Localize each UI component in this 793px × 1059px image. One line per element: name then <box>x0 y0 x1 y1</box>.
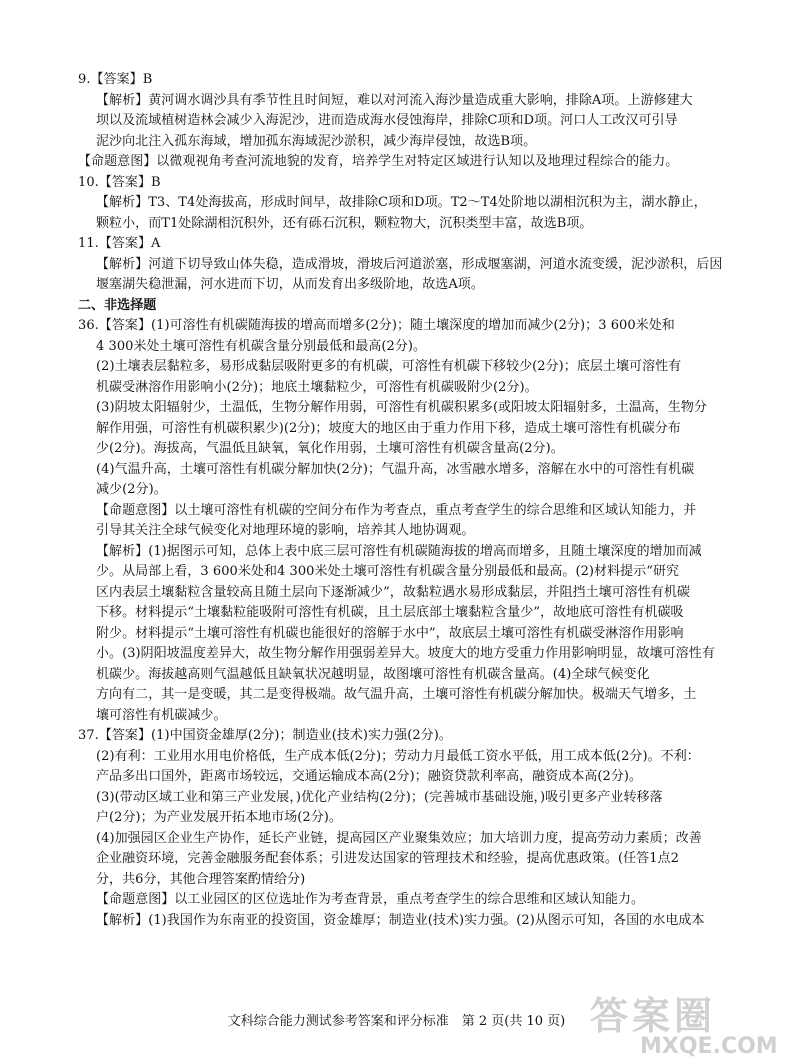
text-line: 小。(3)阴阳坡温度差异大，故生物分解作用强弱差异大。坡度大的地方受重力作用影响明显，故壤可溶性有 <box>96 646 715 661</box>
text-line: (4)气温升高，土壤可溶性有机碳分解加快(2分)；气温升高，冰雪融水增多，溶解在水中的可溶性有机碳 <box>96 461 695 477</box>
stamp-sub: MXQE.COM <box>640 1034 778 1059</box>
text-line: 区内表层土壤黏粒含量较高且随土层向下逐渐减少”，故黏粒遇水易形成黏层，并阻挡土壤可溶性有机碳 <box>96 584 690 600</box>
text-line: 【命题意图】以微观视角考查河流地貌的发育，培养学生对特定区域进行认知以及地理过程综合的能力。 <box>78 154 679 169</box>
text-line: 【解析】(1)我国作为东南亚的投资国，资金雄厚；制造业(技术)实力强。(2)从图示可知，各国的水电成本 <box>96 912 705 928</box>
text-line: 颗粒小，而T1处除湖相沉积外，还有砾石沉积，颗粒物大，沉积类型丰富，故选B项。 <box>96 215 593 231</box>
text-line: 引导其关注全球气候变化对地理环境的影响，培养其人地协调观。 <box>96 523 475 538</box>
text-line: 【解析】河道下切导致山体失稳，造成滑坡，滑坡后河道淤塞，形成堰塞湖，河道水流变缓，泥沙淤积，后因 <box>96 256 723 272</box>
text-line: 【解析】黄河调水调沙具有季节性且时间短，难以对河流入海沙量造成重大影响，排除A项。上游修建大 <box>96 92 693 108</box>
text-line: (3)阴坡太阳辐射少，土温低，生物分解作用弱，可溶性有机碳积累多(或阳坡太阳辐射多，土温高，生物分 <box>96 400 707 415</box>
text-line: 户(2分)；为产业发展开拓本地市场(2分)。 <box>96 810 342 825</box>
text-line: 二、非选择题 <box>78 297 157 313</box>
text-line: 坝以及流域植树造林会减少入海泥沙，进而造成海水侵蚀海岸，排除C项和D项。河口人工改汉可引导 <box>96 113 678 128</box>
text-line: 9.【答案】B <box>78 72 153 87</box>
text-line: 少(2分)。海拔高，气温低且缺氧，氧化作用弱，土壤可溶性有机碳含量高(2分)。 <box>96 441 564 456</box>
text-line: 减少(2分)。 <box>96 482 167 497</box>
text-line: 【命题意图】以土壤可溶性有机碳的空间分布作为考查点，重点考查学生的综合思维和区域认知能力，并 <box>96 502 697 518</box>
text-line: 壤可溶性有机碳减少。 <box>96 707 227 723</box>
text-line: (2)有利：工业用水用电价格低，生产成本低(2分)；劳动力月最低工资水平低，用工成本低(2分)。不利： <box>96 748 700 764</box>
watermark-stamp <box>590 985 780 1059</box>
text-line: 分，共6分，其他合理答案酌情给分) <box>96 871 306 887</box>
text-line: 附少。材料提示“土壤可溶性有机碳也能很好的溶解于水中”，故底层土壤可溶性有机碳受淋溶作用影响 <box>96 625 684 641</box>
answer-text-block <box>78 70 738 931</box>
text-line: 36.【答案】(1)可溶性有机碳随海拔的增高而增多(2分)；随土壤深度的增加而减少(2分)；3 600米处和 <box>78 318 675 333</box>
text-line: 堰塞湖失稳泄漏，河水进而下切，从而发育出多级阶地，故选A项。 <box>96 277 484 292</box>
stamp-text: 答案圈 <box>590 994 717 1038</box>
text-line: 下移。材料提示“土壤黏粒能吸附可溶性有机碳，且土层底部土壤黏粒含量少”，故地底可溶性有机碳吸 <box>96 605 684 620</box>
text-line: 泥沙向北注入孤东海域，增加孤东海域泥沙淤积，减少海岸侵蚀，故选B项。 <box>96 133 537 149</box>
text-line: (4)加强园区企业生产协作，延长产业链，提高园区产业聚集效应；加大培训力度，提高劳动力素质；改善 <box>96 830 702 846</box>
text-line: (2)土壤表层黏粒多，易形成黏层吸附更多的有机碳，可溶性有机碳下移较少(2分)；底层土壤可溶性有 <box>96 359 682 374</box>
text-line: 少。从局部上看，3 600米处和4 300米处土壤可溶性有机碳含量分别最低和最高。(2)材料提示“研究 <box>96 564 680 579</box>
text-line: (3)(带动区域工业和第三产业发展，)优化产业结构(2分)；(完善城市基础设施，)吸引更多产业转移落 <box>96 789 663 805</box>
page-footer: 文科综合能力测试参考答案和评分标准 第 2 页(共 10 页) <box>227 1014 566 1029</box>
text-line: 【解析】T3、T4处海拔高，形成时间早，故排除C项和D项。T2～T4处阶地以湖相沉积为主，湖水静止， <box>96 195 707 210</box>
text-line: 【解析】(1)据图示可知，总体上表中底三层可溶性有机碳随海拔的增高而增多，且随土壤深度的增加而减 <box>96 543 702 559</box>
text-line: 机碳少。海拔越高则气温越低且缺氧状况越明显，故图壤可溶性有机碳含量高。(4)全球气候变化 <box>96 666 650 682</box>
text-line: 11.【答案】A <box>78 236 161 251</box>
text-line: 机碳受淋溶作用影响小(2分)；地底土壤黏粒少，可溶性有机碳吸附少(2分)。 <box>96 379 538 395</box>
text-line: 【命题意图】以工业园区的区位选址作为考查背景，重点考查学生的综合思维和区域认知能力。 <box>96 892 645 907</box>
text-line: 方向有二，其一是变暖，其二是变得极端。故气温升高，土壤可溶性有机碳分解加快。极端天气增多，土 <box>96 687 697 702</box>
text-line: 37.【答案】(1)中国资金雄厚(2分)；制造业(技术)实力强(2分)。 <box>78 728 452 743</box>
text-line: 产品多出口国外，距离市场较远，交通运输成本高(2分)；融资贷款利率高，融资成本高(2分)。 <box>96 769 643 784</box>
text-line: 解作用强，可溶性有机碳积累少)(2分)；坡度大的地区由于重力作用下移，造成土壤可溶性有机碳分布 <box>96 420 681 436</box>
text-line: 10.【答案】B <box>78 174 161 190</box>
text-line: 企业融资环境，完善金融服务配套体系；引进发达国家的管理技术和经验，提高优惠政策。(任答1点2 <box>96 851 679 866</box>
text-line: 4 300米处土壤可溶性有机碳含量分别最低和最高(2分)。 <box>96 338 427 354</box>
